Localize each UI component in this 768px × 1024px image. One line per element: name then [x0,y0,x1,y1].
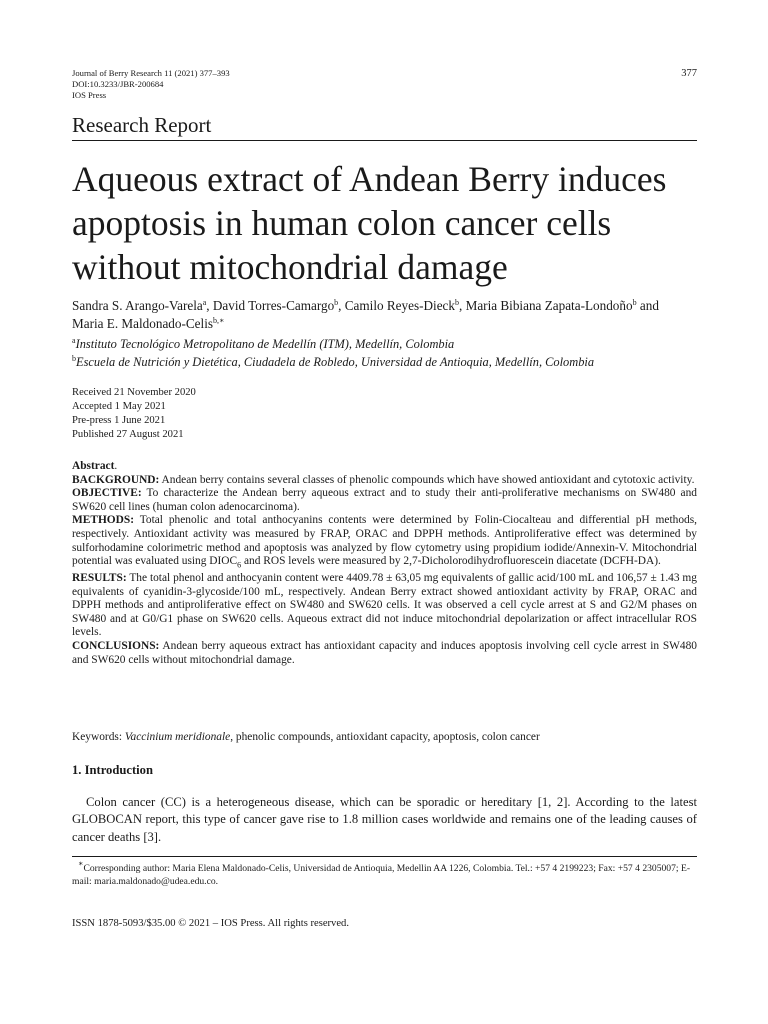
results-text: The total phenol and anthocyanin content were 4409.78 ± 63,05 mg equivalents of gallic acid/100 mL and 106,57 ± 1.43 mg equivalents of cyanidin-3-glycoside/100 mL, respectively. Andean Berry extract showed antioxidant activity by FRAP, ORAC and DPPH methods and antiproliferative effect on SW480 and SW620 cells. It was observed a cell cycle arrest at S and G2/M phases on SW480 and at G0/G1 phase on SW620 cells. Aqueous extract did not induce mitochondrial depolarization or affect intracellular ROS levels. [72,572,697,639]
journal-citation: Journal of Berry Research 11 (2021) 377–393 [72,68,230,78]
author-separator: , [459,298,466,313]
abstract-heading-punct: . [114,460,118,472]
background-text: Andean berry contains several classes of phenolic compounds which have showed antioxidant and cytotoxic activity. [159,473,695,486]
journal-header [72,68,697,101]
author-list [72,297,672,333]
author-name: Maria E. Maldonado-Celis [72,316,213,331]
abstract-conclusions [72,640,697,667]
footnote-marker: ∗ [78,859,84,868]
author-name: Sandra S. Arango-Varela [72,298,203,313]
methods-text-cont: and ROS levels were measured by 2,7-Dicholorodihydrofluorescein diacetate (DCFH-DA). [241,555,661,568]
background-label: BACKGROUND: [72,473,160,486]
affiliation-list [72,335,697,371]
methods-label: METHODS: [72,514,135,527]
author-separator: , [206,298,213,313]
author-name: Maria Bibiana Zapata-Londoño [465,298,633,313]
introduction-paragraph: Colon cancer (CC) is a heterogeneous disease, which can be sporadic or hereditary [1, 2]. According to the latest GLOBOCAN report, this type of cancer gave rise to 1.8 million cases worldwide and remains one of the leading causes of cancer deaths [3]. [72,795,697,844]
affiliation-item [72,335,697,353]
published-date: Published 27 August 2021 [72,429,184,440]
author-affil-marker: b [334,298,339,307]
affiliation-text: Instituto Tecnológico Metropolitano de Medellín (ITM), Medellín, Colombia [75,337,455,351]
affiliation-marker: a [72,336,76,345]
objective-text: To characterize the Andean berry aqueous extract and to study their anti-proliferative mechanisms on SW480 and SW620 cell lines (human colon adenocarcinoma). [72,487,697,513]
conclusions-text: Andean berry aqueous extract has antioxidant capacity and induces apoptosis involving cell cycle arrest in SW480 and SW620 cells without mitochondrial damage. [72,640,697,666]
publication-dates [72,386,196,442]
author-affil-marker: a [202,298,207,307]
author-separator: , [338,298,345,313]
article-type-label: Research Report [72,113,212,137]
abstract [72,460,697,667]
footnote-text: Corresponding author: Maria Elena Maldonado-Celis, Universidad de Antioquia, Medellin AA 1226, Colombia. Tel.: +57 4 2199223; Fax: +57 4 2305007; E-mail: maria.maldonado@udea.edu.co. [72,863,691,888]
abstract-background [72,474,697,488]
corresponding-author-footnote [72,859,697,888]
results-label: RESULTS: [72,572,127,585]
keywords-rest: , phenolic compounds, antioxidant capacity, apoptosis, colon cancer [230,731,540,743]
affiliation-text: Escuela de Nutrición y Dietética, Ciudadela de Robledo, Universidad de Antioquia, Medellín, Colombia [76,355,595,369]
paper-page [72,0,697,1024]
keyword-italic: Vaccinium meridionale [124,731,231,743]
accepted-date: Accepted 1 May 2021 [72,401,166,412]
author-name: David Torres-Camargo [212,298,335,313]
author-affil-marker: b [455,298,459,307]
footnote-rule [72,856,697,857]
publisher: IOS Press [72,90,107,100]
abstract-results [72,572,697,640]
abstract-objective [72,487,697,514]
affiliation-item [72,353,697,371]
keywords [72,730,697,744]
author-name: Camilo Reyes-Dieck [344,298,455,313]
abstract-heading [72,460,697,474]
article-title: Aqueous extract of Andean Berry induces apoptosis in human colon cancer cells without mitochondrial damage [72,159,667,287]
abstract-heading-text: Abstract [72,460,115,472]
issn-copyright: ISSN 1878-5093/$35.00 © 2021 – IOS Press. All rights reserved. [72,918,350,929]
author-affil-marker: b,∗ [213,316,225,325]
objective-label: OBJECTIVE: [72,487,142,500]
preprint-date: Pre-press 1 June 2021 [72,415,166,426]
author-separator: and [636,298,659,313]
header-rule [72,140,697,141]
methods-text: Total phenolic and total anthocyanins contents were determined by Folin-Ciocalteau and differential pH methods, respectively. Antioxidant activity was measured by FRAP, ORAC and DPPH methods. Antiproliferative effect was determined by sulforhodamine colorimetric method and apoptosis was analyzed by flow cytometry using propidium iodide/Annexin-V. Mitochondrial potential was evaluated using DIOC [72,514,697,568]
conclusions-label: CONCLUSIONS: [72,640,160,652]
received-date: Received 21 November 2020 [72,387,196,398]
keywords-label: Keywords: [72,731,125,743]
page-number: 377 [681,68,697,79]
methods-subscript: 6 [237,560,242,570]
doi: DOI:10.3233/JBR-200684 [72,79,164,89]
affiliation-marker: b [72,354,76,363]
author-affil-marker: b [632,298,637,307]
introduction-heading: 1. Introduction [72,763,153,777]
abstract-methods [72,514,697,572]
